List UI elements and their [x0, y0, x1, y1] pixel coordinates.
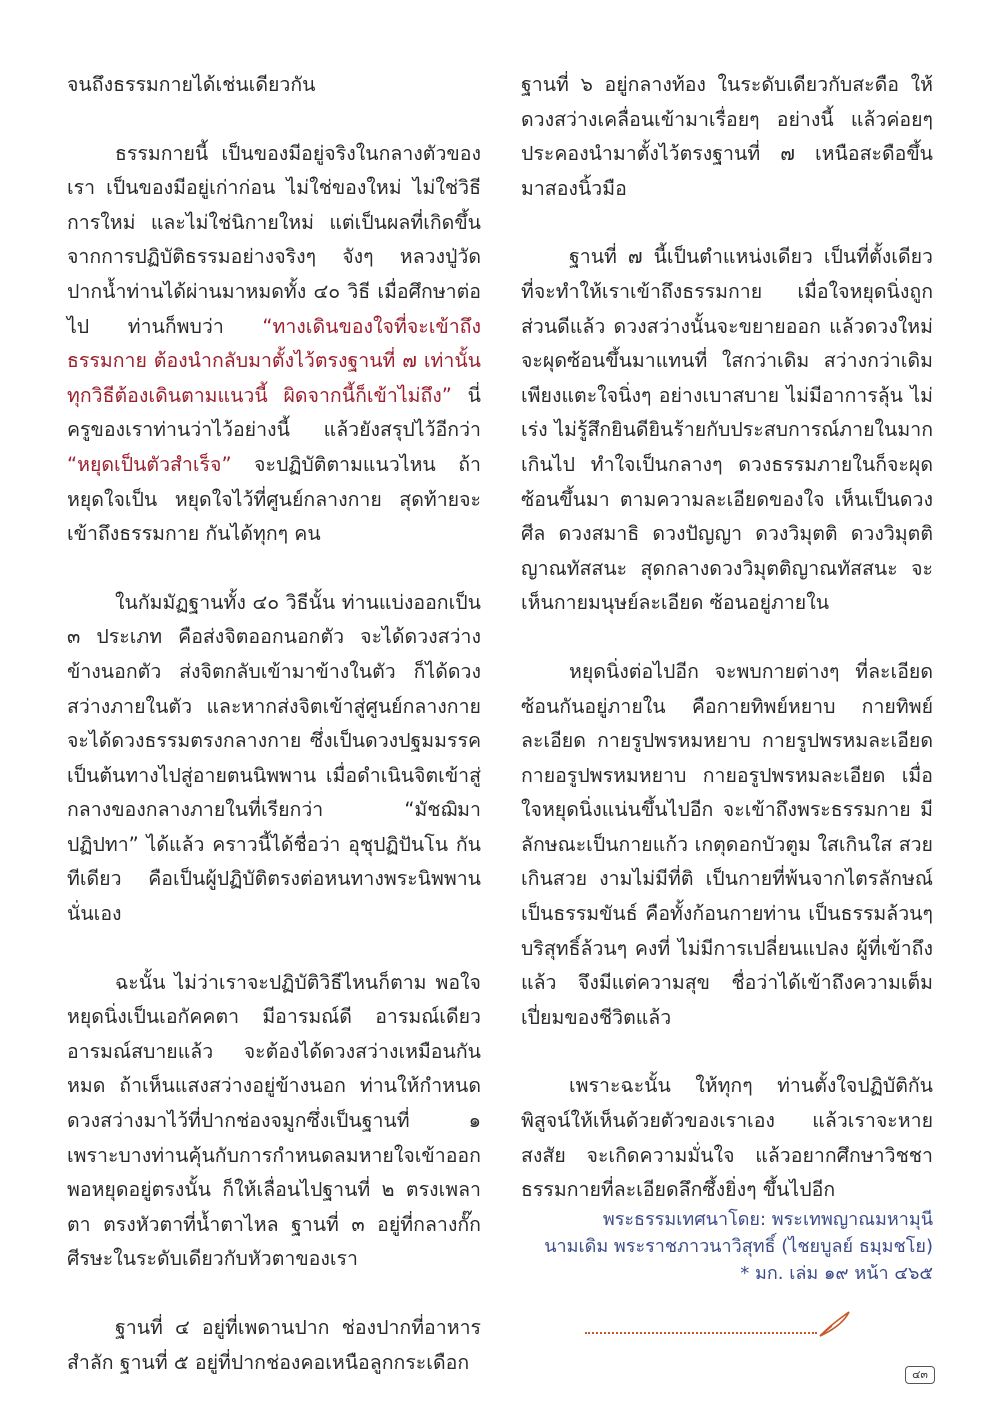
dotted-divider	[585, 1332, 817, 1334]
right-paragraph-1: ฐานที่ ๗ นี้เป็นตำแหน่งเดียว เป็นที่ตั้งเดียว ที่จะทำให้เราเข้าถึงธรรมกาย เมื่อใจหยุดนิ่งถูกส่วนดีแล้ว ดวงสว่างนั้นจะขยายออก แล้วดวงใหม่จะผุดซ้อนขึ้นมาแทนที่ ใสกว่าเดิม สว่างกว่าเดิม เพียงแตะใจนิ่งๆ อย่างเบาสบาย ไม่มีอาการลุ้น ไม่เร่ง ไม่รู้สึกยินดียินร้ายกับประสบการณ์ภายในมากเกินไป ทำใจเป็นกลางๆ ดวงธรรมภายในก็จะผุดซ้อนขึ้นมา ตามความละเอียดของใจ เห็นเป็นดวงศีล ดวงสมาธิ ดวงปัญญา ดวงวิมุตติ ดวงวิมุตติญาณทัสสนะ สุดกลางดวงวิมุตติญาณทัสสนะ จะเห็นกายมนุษย์ละเอียด ซ้อนอยู่ภายใน	[521, 245, 933, 615]
credit-line-2: นามเดิม พระราชภาวนาวิสุทธิ์ (ไชยบูลย์ ธมฺมชโย)	[544, 1236, 933, 1257]
left-paragraph-0: จนถึงธรรมกายได้เช่นเดียวกัน	[67, 73, 316, 96]
left-paragraph-1	[67, 137, 481, 552]
left-paragraph-1-text-a: ธรรมกายนี้ เป็นของมีอยู่จริงในกลางตัวของเรา เป็นของมีอยู่เก่าก่อน ไม่ใช่ของใหม่ ไม่ใช่วิธีการใหม่ และไม่ใช่นิกายใหม่ แต่เป็นผลที่เกิดขึ้นจากการปฏิบัติธรรมอย่างจริงๆ จังๆ หลวงปู่วัดปากน้ำท่านได้ผ่านมาหมดทั้ง ๔๐ วิธี เมื่อศึกษาต่อไป ท่านก็พบว่า	[67, 141, 481, 338]
left-paragraph-1-text-c: จะปฏิบัติตามแนวไหน ถ้าหยุดใจเป็น หยุดใจไว้ที่ศูนย์กลางกาย สุดท้ายจะเข้าถึงธรรมกาย กันได้ทุกๆ คน	[67, 452, 481, 546]
right-column	[521, 68, 933, 1208]
right-paragraph-0: ฐานที่ ๖ อยู่กลางท้อง ในระดับเดียวกับสะดือ ให้ดวงสว่างเคลื่อนเข้ามาเรื่อยๆ อย่างนี้ แล้วค่อยๆ ประคองนำมาตั้งไว้ตรงฐานที่ ๗ เหนือสะดือขึ้นมาสองนิ้วมือ	[521, 73, 933, 200]
left-column	[67, 68, 481, 1380]
sermon-credit	[521, 1206, 933, 1287]
left-paragraph-4: ฐานที่ ๔ อยู่ที่เพดานปาก ช่องปากที่อาหารสำลัก ฐานที่ ๕ อยู่ที่ปากช่องคอเหนือลูกกระเดือก	[67, 1316, 481, 1374]
highlighted-quote-1: “ทางเดินของใจที่จะเข้าถึงธรรมกาย ต้องนำกลับมาตั้งไว้ตรงฐานที่ ๗ เท่านั้น ทุกวิธีต้องเดินตามแนวนี้ ผิดจากนี้ก็เข้าไม่ถึง”	[67, 314, 481, 407]
page-number: ๔๓	[905, 1366, 935, 1384]
right-paragraph-2: หยุดนิ่งต่อไปอีก จะพบกายต่างๆ ที่ละเอียดซ้อนกันอยู่ภายใน คือกายทิพย์หยาบ กายทิพย์ละเอียด กายรูปพรหมหยาบ กายรูปพรหมละเอียด กายอรูปพรหมหยาบ กายอรูปพรหมละเอียด เมื่อใจหยุดนิ่งแน่นขึ้นไปอีก จะเข้าถึงพระธรรมกาย มีลักษณะเป็นกายแก้ว เกตุดอกบัวตูม ใสเกินใส สวยเกินสวย งามไม่มีที่ติ เป็นกายที่พ้นจากไตรลักษณ์ เป็นธรรมขันธ์ คือทั้งก้อนกายท่าน เป็นธรรมล้วนๆ บริสุทธิ์ล้วนๆ คงที่ ไม่มีการเปลี่ยนแปลง ผู้ที่เข้าถึงแล้ว จึงมีแต่ความสุข ชื่อว่าได้เข้าถึงความเต็มเปี่ยมของชีวิตแล้ว	[521, 659, 933, 1029]
left-paragraph-3: ฉะนั้น ไม่ว่าเราจะปฏิบัติวิธีไหนก็ตาม พอใจหยุดนิ่งเป็นเอกัคคตา มีอารมณ์ดี อารมณ์เดียว อารมณ์สบายแล้ว จะต้องได้ดวงสว่างเหมือนกันหมด ถ้าเห็นแสงสว่างอยู่ข้างนอก ท่านให้กำหนดดวงสว่างมาไว้ที่ปากช่องจมูกซึ่งเป็นฐานที่ ๑ เพราะบางท่านคุ้นกับการกำหนดลมหายใจเข้าออก พอหยุดอยู่ตรงนั้น ก็ให้เลื่อนไปฐานที่ ๒ ตรงเพลาตา ตรงหัวตาที่น้ำตาไหล ฐานที่ ๓ อยู่ที่กลางกั๊กศีรษะในระดับเดียวกับหัวตาของเรา	[67, 970, 481, 1271]
highlighted-quote-2: “หยุดเป็นตัวสำเร็จ”	[67, 452, 232, 476]
left-paragraph-2: ในกัมมัฏฐานทั้ง ๔๐ วิธีนั้น ท่านแบ่งออกเป็น ๓ ประเภท คือส่งจิตออกนอกตัว จะได้ดวงสว่างข้างนอกตัว ส่งจิตกลับเข้ามาข้างในตัว ก็ได้ดวงสว่างภายในตัว และหากส่งจิตเข้าสู่ศูนย์กลางกายจะได้ดวงธรรมตรงกลางกาย ซึ่งเป็นดวงปฐมมรรค เป็นต้นทางไปสู่อายตนนิพพาน เมื่อดำเนินจิตเข้าสู่กลางของกลางภายในที่เรียกว่า “มัชฌิมา ปฏิปทา” ได้แล้ว คราวนี้ได้ชื่อว่า อุชุปฏิปันโน กันทีเดียว คือเป็นผู้ปฏิบัติตรงต่อหนทางพระนิพพานนั่นเอง	[67, 590, 481, 926]
credit-line-1: พระธรรมเทศนาโดย: พระเทพญาณมหามุนี	[602, 1209, 933, 1230]
left-paragraph-1-text-b: นี่ครูของเราท่านว่าไว้อย่างนี้ แล้วยังสรุปไว้อีกว่า	[67, 383, 482, 442]
quill-pen-icon	[818, 1310, 852, 1338]
credit-line-3: * มก. เล่ม ๑๙ หน้า ๔๖๕	[740, 1263, 933, 1284]
right-paragraph-3: เพราะฉะนั้น ให้ทุกๆ ท่านตั้งใจปฏิบัติกัน พิสูจน์ให้เห็นด้วยตัวของเราเอง แล้วเราจะหายสงสัย จะเกิดความมั่นใจ แล้วอยากศึกษาวิชชาธรรมกายที่ละเอียดลึกซึ้งยิ่งๆ ขึ้นไปอีก	[521, 1074, 933, 1202]
